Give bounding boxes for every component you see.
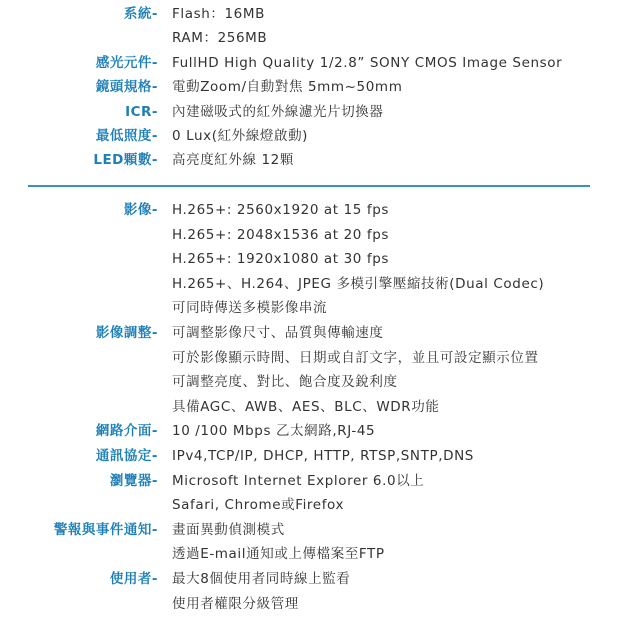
section-divider	[28, 185, 590, 187]
spec-row	[0, 542, 620, 566]
spec-row	[0, 346, 620, 370]
spec-row	[0, 75, 620, 99]
spec-label: 影像調整-	[95, 325, 158, 341]
spec-label: ICR-	[125, 103, 158, 120]
spec-value: IPv4,TCP/IP, DHCP, HTTP, RTSP,SNTP,DNS	[172, 448, 474, 464]
spec-label: 使用者-	[109, 571, 158, 587]
spec-row	[0, 26, 620, 50]
spec-row	[0, 493, 620, 517]
spec-label: 瀏覽器-	[109, 472, 158, 489]
spec-value: 具備AGC、AWB、AES、BLC、WDR功能	[172, 398, 440, 415]
spec-value: H.265+: 2048x1536 at 20 fps	[172, 226, 389, 243]
spec-label: 網路介面-	[95, 423, 158, 440]
spec-value: 可調整亮度、對比、飽合度及銳利度	[172, 374, 398, 391]
spec-value: 高亮度紅外線 12顆	[172, 152, 294, 169]
spec-value: H.265+: 1920x1080 at 30 fps	[172, 251, 389, 268]
spec-value: Microsoft Internet Explorer 6.0以上	[172, 472, 425, 489]
spec-value: 內建磁吸式的紅外線濾光片切換器	[172, 103, 384, 120]
spec-row	[0, 247, 620, 271]
spec-row	[0, 223, 620, 247]
spec-value: Safari, Chrome或Firefox	[172, 497, 345, 514]
spec-label: 系統-	[123, 6, 158, 22]
spec-row	[0, 592, 620, 616]
spec-row	[0, 419, 620, 443]
spec-row	[0, 567, 620, 591]
spec-row	[0, 148, 620, 172]
spec-row	[0, 198, 620, 222]
spec-label: 影像-	[123, 202, 158, 218]
spec-label: 通訊協定-	[95, 448, 158, 464]
spec-value: 畫面異動偵測模式	[172, 521, 285, 538]
spec-label: 鏡頭規格-	[95, 79, 158, 96]
spec-value: 可於影像顯示時間、日期或自訂文字，並且可設定顯示位置	[172, 349, 539, 366]
spec-row	[0, 2, 620, 26]
spec-value: 最大8個使用者同時線上監看	[172, 571, 351, 587]
spec-value: 0 Lux(紅外線燈啟動)	[172, 128, 309, 144]
spec-row	[0, 100, 620, 124]
spec-row	[0, 272, 620, 296]
spec-value: 電動Zoom/自動對焦 5mm~50mm	[172, 79, 403, 96]
spec-value: 透過E-mail通知或上傳檔案至FTP	[172, 546, 385, 563]
spec-value: 可調整影像尺寸、品質與傳輸速度	[172, 325, 384, 341]
spec-value: RAM：256MB	[172, 30, 268, 47]
spec-value: 10 /100 Mbps 乙太網路,RJ-45	[172, 423, 376, 440]
spec-value: 使用者權限分級管理	[172, 595, 299, 612]
spec-row	[0, 370, 620, 394]
spec-label: 警報與事件通知-	[53, 521, 158, 538]
spec-row	[0, 518, 620, 542]
spec-row	[0, 469, 620, 493]
spec-row	[0, 296, 620, 320]
spec-value: H.265+: 2560x1920 at 15 fps	[172, 202, 389, 218]
spec-row	[0, 124, 620, 148]
spec-row	[0, 395, 620, 419]
spec-row	[0, 51, 620, 75]
spec-value: H.265+、H.264、JPEG 多模引擎壓縮技術(Dual Codec)	[172, 275, 545, 292]
spec-value: Flash：16MB	[172, 6, 265, 22]
spec-label: 感光元件-	[95, 54, 158, 71]
spec-label: LED顆數-	[93, 152, 158, 169]
spec-label: 最低照度-	[95, 128, 158, 144]
spec-row	[0, 321, 620, 345]
spec-row	[0, 444, 620, 468]
spec-value: FullHD High Quality 1/2.8” SONY CMOS Image Sensor	[172, 54, 563, 71]
spec-value: 可同時傳送多模影像串流	[172, 300, 328, 317]
